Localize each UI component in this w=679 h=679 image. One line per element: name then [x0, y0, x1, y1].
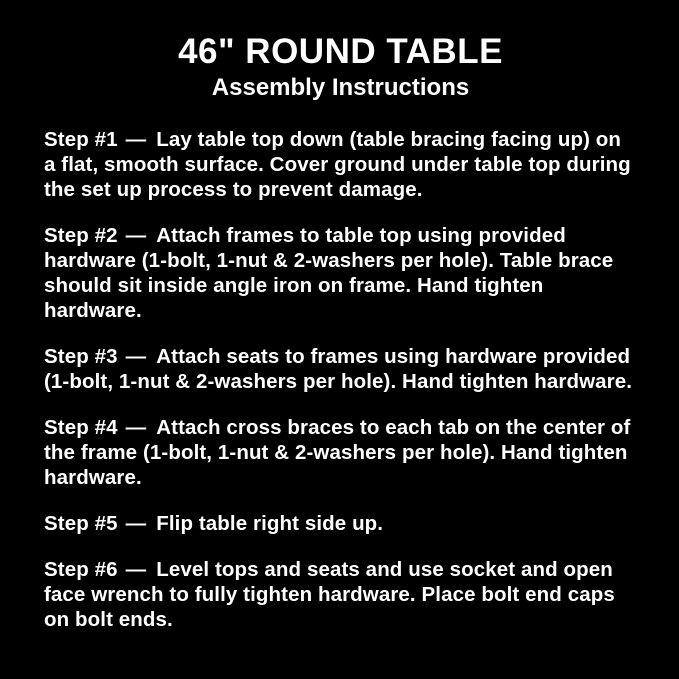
step-label: Step #5	[44, 512, 118, 536]
step-text: Attach cross braces to each tab on the center of the frame (1-bolt, 1-nut & 2-washers per hole). Hand tighten hardware.	[44, 416, 631, 490]
step-item-5	[44, 511, 637, 536]
step-text: Lay table top down (table bracing facing up) on a flat, smooth surface. Cover ground under table top during the set up process to prevent damage.	[44, 128, 631, 202]
step-label: Step #2	[44, 224, 118, 248]
step-label: Step #1	[44, 128, 118, 152]
step-dash: —	[125, 345, 147, 369]
step-dash: —	[125, 416, 147, 440]
page-title: 46" ROUND TABLE	[178, 32, 503, 71]
step-dash: —	[125, 128, 147, 152]
step-label: Step #3	[44, 345, 118, 369]
step-item-1	[44, 127, 637, 202]
step-dash: —	[125, 512, 147, 536]
step-item-4	[44, 415, 637, 490]
step-item-6	[44, 557, 637, 632]
step-text: Attach frames to table top using provided hardware (1-bolt, 1-nut & 2-washers per hole). Table brace should sit inside angle iron on frame. Hand tighten hardware.	[44, 224, 614, 323]
step-label: Step #4	[44, 416, 118, 440]
step-item-2	[44, 223, 637, 323]
page-subtitle: Assembly Instructions	[211, 73, 470, 101]
step-text: Flip table right side up.	[156, 512, 384, 536]
step-text: Attach seats to frames using hardware provided (1-bolt, 1-nut & 2-washers per hole). Hand tighten hardware.	[44, 345, 633, 394]
step-text: Level tops and seats and use socket and open face wrench to fully tighten hardware. Place bolt end caps on bolt ends.	[44, 558, 615, 632]
step-dash: —	[125, 224, 147, 248]
step-item-3	[44, 344, 637, 394]
step-dash: —	[125, 558, 147, 582]
step-label: Step #6	[44, 558, 118, 582]
